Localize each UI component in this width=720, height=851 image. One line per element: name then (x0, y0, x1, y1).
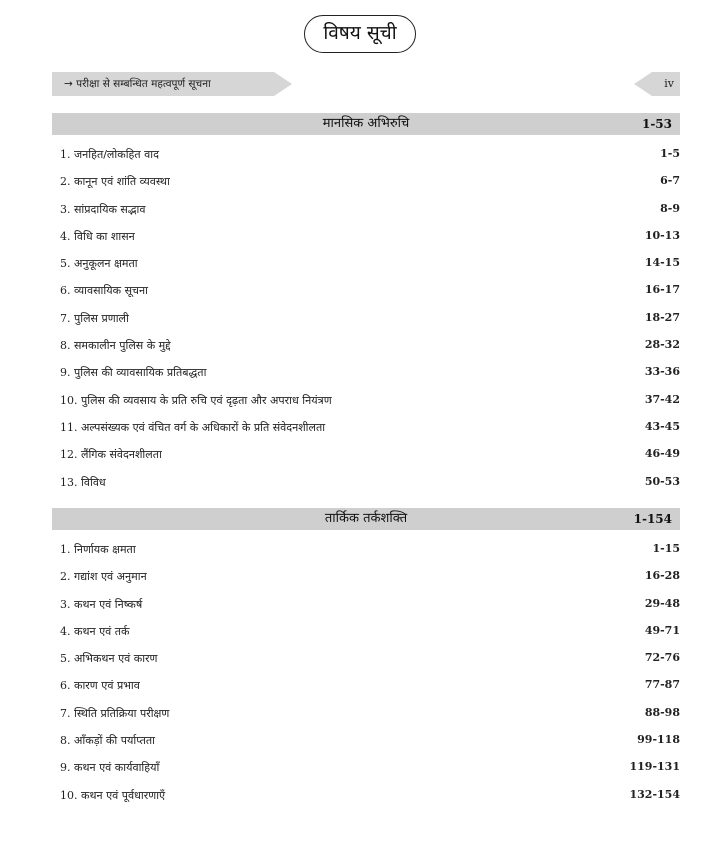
toc-item-number: 6. (60, 284, 71, 298)
exam-info-label-box (52, 72, 274, 96)
toc-item-number: 8. (60, 734, 71, 748)
page-title: विषय सूची (304, 15, 415, 53)
arrow-tip-left-shape (634, 72, 652, 96)
toc-row[interactable] (60, 471, 680, 498)
toc-item-label: जनहित/लोकहित वाद (74, 148, 159, 161)
toc-item-pages: 14-15 (644, 256, 680, 270)
toc-row[interactable] (60, 784, 680, 811)
toc-item-pages: 132-154 (629, 787, 680, 801)
toc-item-number: 3. (60, 597, 71, 611)
toc-row[interactable] (60, 389, 680, 416)
toc-item-pages: 8-9 (660, 201, 680, 215)
toc-row[interactable] (60, 443, 680, 470)
toc-item-number: 9. (60, 761, 71, 775)
section-title: तार्किक तर्कशक्ति (324, 511, 408, 526)
toc-item-label: पुलिस की व्यावसायिक प्रतिबद्धता (74, 366, 207, 380)
toc-row[interactable] (60, 416, 680, 443)
toc-item-pages: 72-76 (644, 651, 680, 665)
toc-item-number: 5. (60, 652, 71, 666)
toc-row[interactable] (60, 647, 680, 674)
toc-item-label: विविध (81, 475, 106, 489)
toc-row[interactable] (60, 198, 680, 225)
toc-item-label: कारण एवं प्रभाव (74, 679, 140, 693)
toc-item-label: लैंगिक संवेदनशीलता (81, 448, 162, 462)
toc-row[interactable] (60, 756, 680, 783)
toc-item-label: स्थिति प्रतिक्रिया परीक्षण (74, 706, 170, 720)
toc-item-label: अनुकूलन क्षमता (74, 257, 138, 271)
arrow-tip-right-shape (274, 72, 292, 96)
exam-info-label: परीक्षा से सम्बन्धित महत्वपूर्ण सूचना (76, 78, 211, 90)
toc-row[interactable] (60, 702, 680, 729)
toc-row[interactable] (60, 143, 680, 170)
toc-item-label: कथन एवं पूर्वधारणाएँ (81, 788, 166, 802)
toc-item-number: 7. (60, 706, 71, 720)
section-page-range: 1-53 (641, 117, 672, 131)
toc-item-number: 3. (60, 202, 71, 216)
toc-item-label: पुलिस की व्यवसाय के प्रति रुचि एवं दृढ़ता और अपराध नियंत्रण (81, 393, 332, 407)
toc-item-label: विधि का शासन (74, 229, 135, 243)
toc-item-number: 7. (60, 311, 71, 325)
toc-row[interactable] (60, 593, 680, 620)
toc-item-pages: 28-32 (644, 338, 680, 352)
toc-item-pages: 6-7 (660, 174, 680, 188)
toc-item-label: अभिकथन एवं कारण (74, 652, 158, 666)
toc-item-number: 11. (60, 420, 78, 434)
toc-item-number: 10. (60, 393, 78, 407)
toc-item-pages: 18-27 (644, 310, 680, 324)
toc-item-label: पुलिस प्रणाली (74, 311, 129, 325)
toc-item-pages: 43-45 (644, 419, 680, 433)
toc-item-pages: 77-87 (644, 678, 680, 692)
toc-row[interactable] (60, 307, 680, 334)
toc-row[interactable] (60, 729, 680, 756)
toc-item-number: 9. (60, 366, 71, 380)
toc-item-pages: 29-48 (644, 596, 680, 610)
exam-info-bar[interactable] (52, 72, 680, 96)
toc-item-label: आँकड़ों की पर्याप्तता (74, 734, 155, 748)
toc-item-pages: 46-49 (644, 447, 680, 461)
toc-item-pages: 37-42 (644, 392, 680, 406)
toc-list-mental-aptitude (60, 143, 680, 498)
toc-item-number: 8. (60, 339, 71, 353)
toc-item-number: 4. (60, 229, 71, 243)
toc-row[interactable] (60, 252, 680, 279)
toc-item-number: 5. (60, 257, 71, 271)
toc-item-pages: 1-15 (652, 542, 680, 555)
toc-item-pages: 50-53 (644, 474, 680, 488)
toc-row[interactable] (60, 674, 680, 701)
section-title: मानसिक अभिरुचि (322, 116, 410, 131)
toc-item-pages: 16-17 (644, 283, 680, 297)
right-arrow-icon: → (64, 78, 73, 90)
toc-row[interactable] (60, 620, 680, 647)
toc-item-number: 1. (60, 148, 71, 161)
section-header-logical-reasoning (52, 508, 680, 530)
section-page-range: 1-154 (633, 512, 672, 526)
toc-item-pages: 16-28 (644, 569, 680, 583)
toc-item-label: निर्णायक क्षमता (74, 543, 136, 556)
section-header-mental-aptitude (52, 113, 680, 135)
toc-row[interactable] (60, 170, 680, 197)
toc-item-number: 13. (60, 475, 78, 489)
toc-item-label: गद्यांश एवं अनुमान (74, 570, 147, 584)
toc-list-logical-reasoning (60, 538, 680, 811)
toc-item-pages: 1-5 (660, 147, 680, 160)
title-wrapper (0, 15, 720, 53)
toc-row[interactable] (60, 279, 680, 306)
toc-item-pages: 88-98 (644, 705, 680, 719)
toc-item-label: कानून एवं शांति व्यवस्था (74, 175, 170, 189)
toc-item-number: 4. (60, 624, 71, 638)
toc-item-label: कथन एवं कार्यवाहियाँ (74, 761, 160, 775)
toc-item-pages: 99-118 (637, 733, 680, 747)
toc-item-pages: 49-71 (644, 623, 680, 637)
toc-item-label: व्यावसायिक सूचना (74, 284, 148, 298)
toc-item-number: 6. (60, 679, 71, 693)
toc-item-label: अल्पसंख्यक एवं वंचित वर्ग के अधिकारों के प्रति संवेदनशीलता (81, 420, 326, 434)
toc-row[interactable] (60, 361, 680, 388)
toc-row[interactable] (60, 538, 680, 565)
toc-item-label: कथन एवं निष्कर्ष (74, 597, 143, 611)
toc-item-pages: 33-36 (644, 365, 680, 379)
toc-row[interactable] (60, 565, 680, 592)
toc-item-label: सांप्रदायिक सद्भाव (74, 202, 146, 216)
toc-item-label: कथन एवं तर्क (74, 624, 130, 638)
toc-item-number: 12. (60, 448, 78, 462)
toc-item-pages: 10-13 (644, 228, 680, 242)
toc-row[interactable] (60, 334, 680, 361)
toc-item-number: 10. (60, 788, 78, 802)
toc-item-pages: 119-131 (629, 760, 680, 774)
toc-item-number: 2. (60, 570, 71, 584)
toc-item-number: 1. (60, 543, 71, 556)
toc-item-number: 2. (60, 175, 71, 189)
exam-info-page: iv (652, 72, 680, 96)
toc-item-label: समकालीन पुलिस के मुद्दे (74, 339, 171, 353)
toc-row[interactable] (60, 225, 680, 252)
